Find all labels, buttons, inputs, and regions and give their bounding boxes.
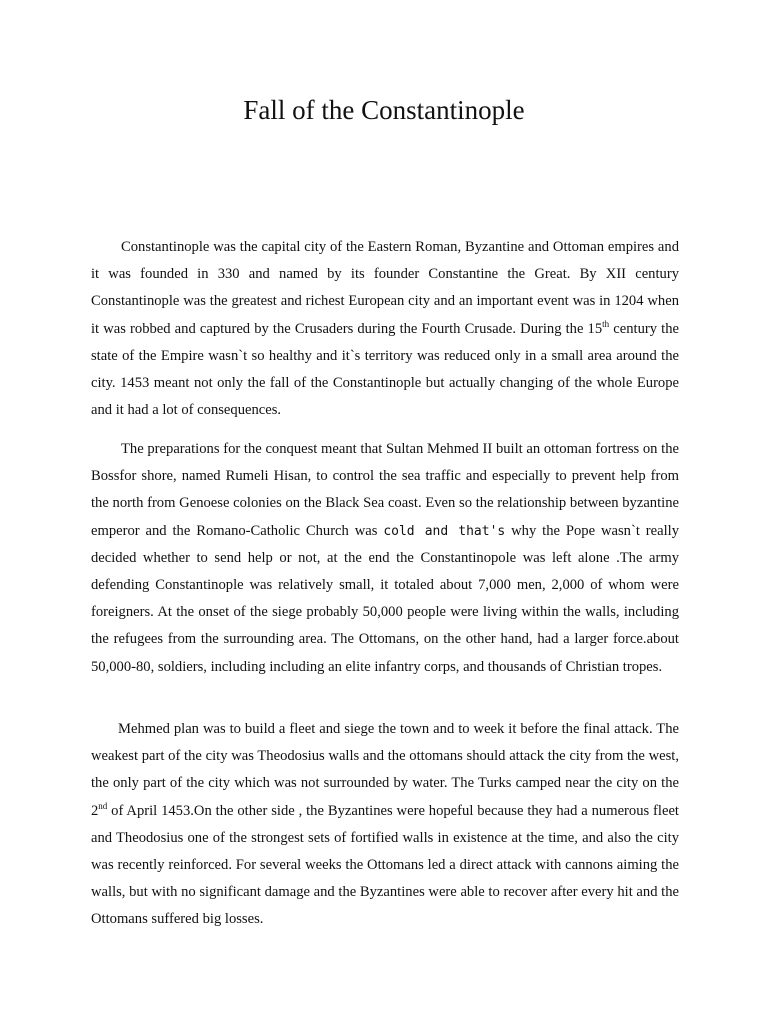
- paragraph-3-superscript: nd: [98, 800, 108, 811]
- document-title: Fall of the Constantinople: [243, 95, 525, 125]
- paragraph-2-text-a: The preparations for the conquest meant that Sultan Mehmed II built an ottoman fortress on the Bossfor shore, named Rumeli Hisan, to control the sea traffic and especially to prevent help from the north from Genoese colonies on the Black Sea coast. Even so the relationship between byzantine emperor and the Romano-Catholic Church was: [91, 441, 679, 539]
- paragraph-1-superscript: th: [602, 318, 610, 329]
- paragraph-1-text-b: century the state of the Empire wasn`t so healthy and it`s territory was reduced only in a small area around the city. 1453 meant not only the fall of the Constantinople but actually changing of the whole Europe and it had a lot of consequences.: [91, 320, 679, 419]
- paragraph-2-text-b: why the Pope wasn`t really decided whether to send help or not, at the end the Constantinopole was left alone .The army defending Constantinople was relatively small, it totaled about 7,000 men, 2,000 of whom were foreigners. At the onset of the siege probably 50,000 people were living within the walls, including the refugees from the surrounding area. The Ottomans, on the other hand, had a larger force.about 50,000-80, soldiers, including including an elite infantry corps, and thousands of Christian tropes.: [91, 522, 679, 675]
- paragraph-3-text-a: Mehmed plan was to build a fleet and siege the town and to week it before the final attack. The weakest part of the city was Theodosius walls and the ottomans should attack the city from the west, the only part of the city which was not surrounded by water. The Turks camped near the city on the 2: [91, 721, 679, 819]
- paragraph-1: [91, 234, 679, 424]
- paragraph-2-mono-text: cold and that's: [383, 523, 506, 539]
- paragraph-3-text-b: of April 1453.On the other side , the Byzantines were hopeful because they had a numerous fleet and Theodosius one of the strongest sets of fortified walls in existence at the time, and also the city was recently reinforced. For several weeks the Ottomans led a direct attack with cannons aiming the walls, but with no significant damage and the Byzantines were able to recover after every hit and the Ottomans suffered big losses.: [91, 802, 679, 928]
- paragraph-2: [91, 436, 679, 681]
- paragraph-3: [91, 716, 679, 934]
- paragraph-1-text-a: Constantinople was the capital city of the Eastern Roman, Byzantine and Ottoman empires and it was founded in 330 and named by its founder Constantine the Great. By XII century Constantinople was the greatest and richest European city and an important event was in 1204 when it was robbed and captured by the Crusaders during the Fourth Crusade. During the 15: [91, 239, 679, 337]
